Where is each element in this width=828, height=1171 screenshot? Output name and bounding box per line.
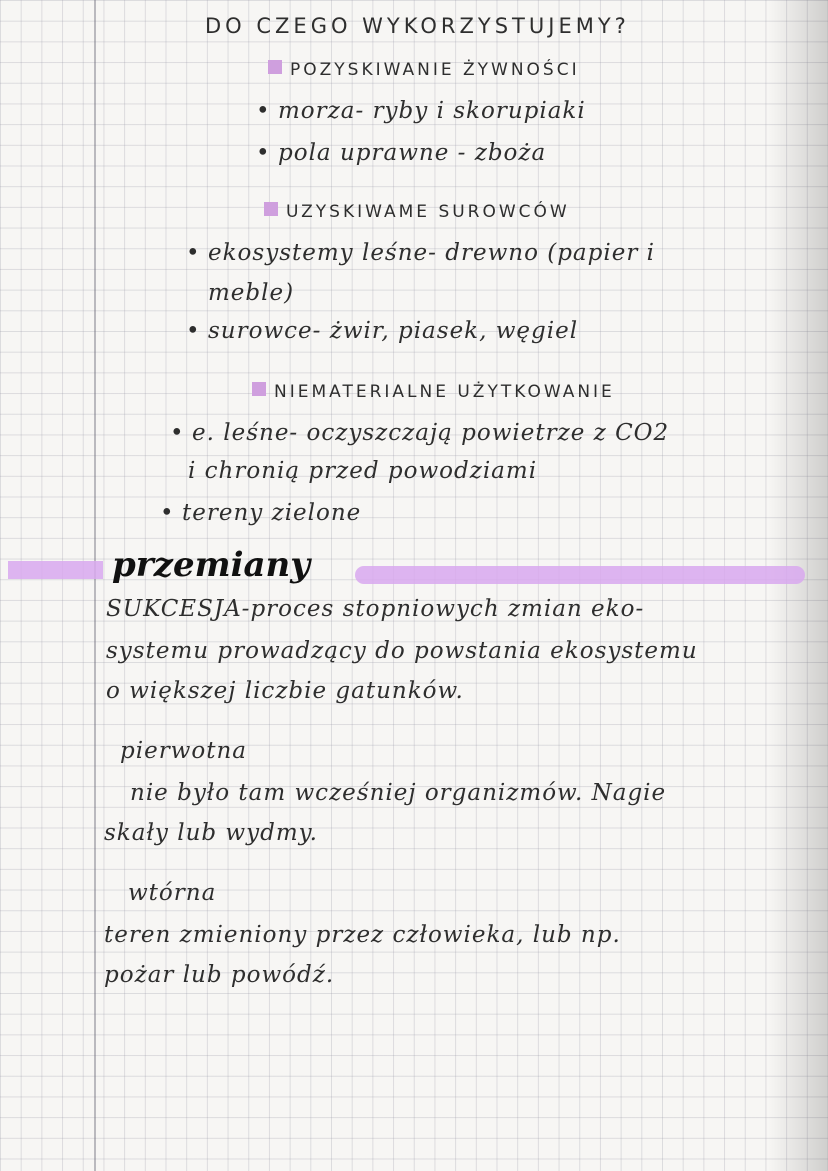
section2-item-text: surowce- żwir, piasek, węgiel — [208, 318, 579, 344]
wtorna-line: pożar lub powódź. — [104, 962, 335, 988]
page-heading: DO CZEGO WYKORZYSTUJEMY? — [205, 14, 630, 38]
section3-item-text: tereny zielone — [182, 500, 362, 526]
section1-item-text: pola uprawne - zboża — [278, 140, 547, 166]
bullet-icon: • — [256, 98, 271, 124]
section1-title — [268, 60, 580, 80]
section2-title — [264, 202, 570, 222]
highlight-marker-icon — [252, 382, 266, 396]
bullet-icon: • — [256, 140, 271, 166]
section1-item — [256, 140, 546, 166]
definition-line: systemu prowadzący do powstania ekosystemu — [106, 638, 698, 664]
page-edge-shadow — [768, 0, 828, 1171]
section3-item — [170, 420, 669, 446]
section2-item — [186, 240, 655, 266]
section1-title-text: POZYSKIWANIE ŻYWNOŚCI — [290, 60, 580, 80]
subheading-wtorna: wtórna — [128, 880, 217, 906]
section2-item — [186, 318, 578, 344]
section3-title — [252, 382, 615, 402]
section3-item-text: e. leśne- oczyszczają powietrze z CO2 — [192, 420, 670, 446]
section2-item-continued: meble) — [208, 280, 295, 306]
highlight-marker-icon — [264, 202, 278, 216]
section3-item — [160, 500, 361, 526]
section-title-przemiany: przemiany — [112, 545, 311, 585]
section1-item-text: morza- ryby i skorupiaki — [278, 98, 586, 124]
bullet-icon: • — [170, 420, 185, 446]
section3-item-continued: i chronią przed powodziami — [188, 458, 538, 484]
bullet-icon: • — [186, 240, 201, 266]
section1-item — [256, 98, 586, 124]
section2-title-text: UZYSKIWAME SUROWCÓW — [286, 202, 570, 222]
section2-item-text: ekosystemy leśne- drewno (papier i — [208, 240, 655, 266]
definition-line: SUKCESJA-proces stopniowych zmian eko- — [106, 596, 645, 622]
pierwotna-line: nie było tam wcześniej organizmów. Nagie — [130, 780, 667, 806]
definition-line: o większej liczbie gatunków. — [106, 678, 464, 704]
highlight-stroke-left — [8, 561, 103, 579]
pierwotna-line: skały lub wydmy. — [104, 820, 318, 846]
notebook-margin-line — [94, 0, 96, 1171]
bullet-icon: • — [160, 500, 175, 526]
wtorna-line: teren zmieniony przez człowieka, lub np. — [104, 922, 621, 948]
section3-title-text: NIEMATERIALNE UŻYTKOWANIE — [274, 382, 615, 402]
bullet-icon: • — [186, 318, 201, 344]
highlight-marker-icon — [268, 60, 282, 74]
highlight-stroke-right — [355, 566, 805, 584]
subheading-pierwotna: pierwotna — [120, 738, 247, 764]
